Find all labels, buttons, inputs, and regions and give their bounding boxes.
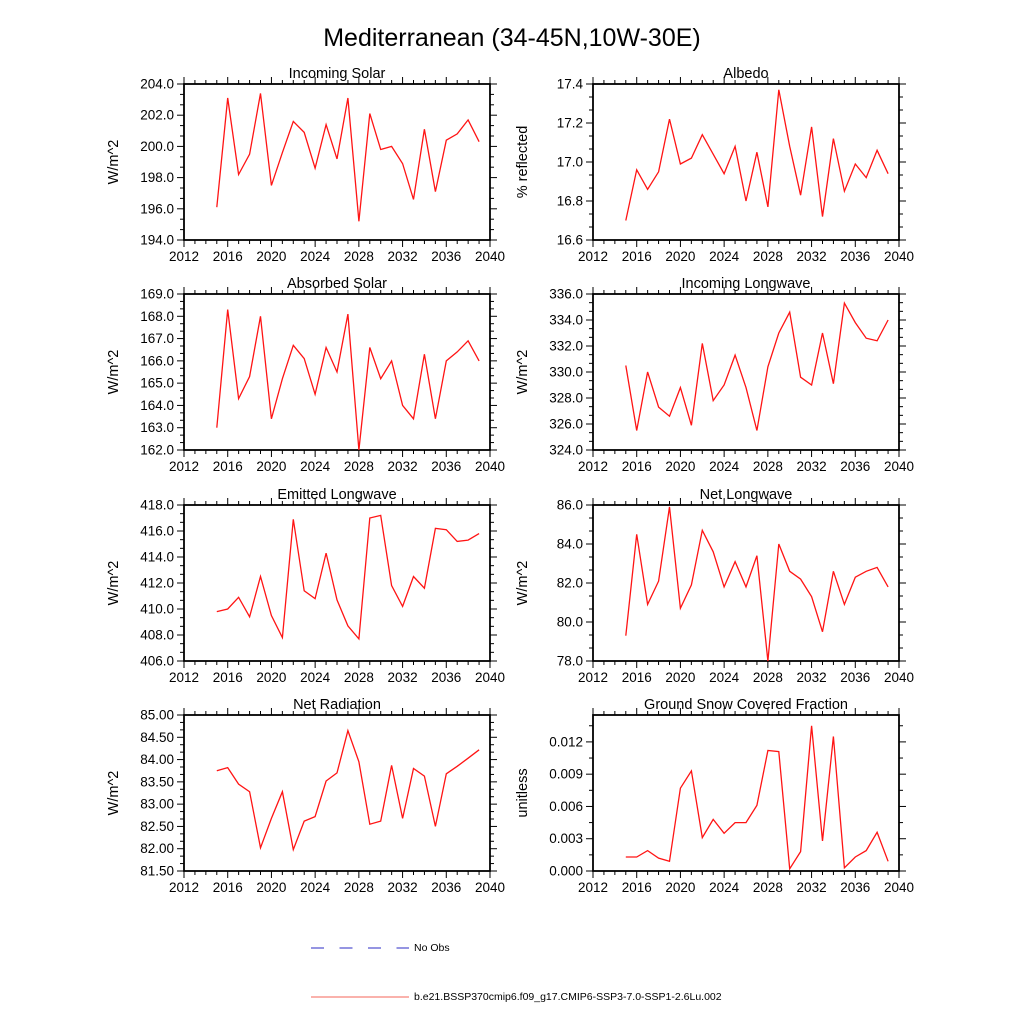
y-tick-label: 408.0 <box>140 627 174 643</box>
x-tick-label: 2036 <box>840 670 871 685</box>
panel-title: Incoming Longwave <box>681 276 811 292</box>
legend-item-model <box>310 990 722 1004</box>
y-tick-label: 163.0 <box>140 420 174 436</box>
x-tick-label: 2012 <box>168 670 200 685</box>
panel-title: Albedo <box>723 66 769 82</box>
y-axis-label: W/m^2 <box>515 560 531 606</box>
y-tick-label: 328.0 <box>549 390 583 406</box>
x-tick-label: 2028 <box>752 459 783 474</box>
y-tick-label: 167.0 <box>140 331 174 347</box>
y-tick-label: 86.0 <box>556 497 583 513</box>
x-tick-label: 2024 <box>300 249 331 264</box>
y-tick-label: 84.0 <box>556 536 583 552</box>
x-tick-label: 2012 <box>577 459 609 474</box>
x-tick-label: 2032 <box>796 459 827 474</box>
x-tick-label: 2020 <box>665 670 696 685</box>
x-tick-label: 2040 <box>474 459 506 474</box>
panel-title: Ground Snow Covered Fraction <box>644 697 848 713</box>
y-tick-label: 164.0 <box>140 397 174 413</box>
x-tick-label: 2032 <box>387 880 418 895</box>
x-tick-label: 2016 <box>621 880 652 895</box>
chart-absorbed-solar <box>106 276 505 474</box>
y-tick-label: 202.0 <box>140 107 174 123</box>
y-tick-label: 414.0 <box>140 549 174 565</box>
x-tick-label: 2040 <box>883 249 915 264</box>
y-tick-label: 169.0 <box>140 286 174 302</box>
series-line <box>217 310 479 450</box>
x-tick-label: 2024 <box>709 880 740 895</box>
series-line <box>626 90 888 221</box>
x-tick-label: 2020 <box>256 249 287 264</box>
x-tick-label: 2028 <box>752 670 783 685</box>
x-tick-label: 2012 <box>168 459 200 474</box>
legend-label-model: b.e21.BSSP370cmip6.f09_g17.CMIP6-SSP3-7.0-SSP1-2.6Lu.002 <box>414 991 722 1003</box>
model-line-icon <box>310 994 410 1000</box>
x-tick-label: 2032 <box>796 670 827 685</box>
y-tick-label: 0.000 <box>549 863 583 879</box>
x-tick-label: 2012 <box>577 249 609 264</box>
y-tick-label: 336.0 <box>549 286 583 302</box>
y-tick-label: 410.0 <box>140 601 174 617</box>
y-tick-label: 162.0 <box>140 442 174 458</box>
panel-title: Net Radiation <box>293 697 381 713</box>
plot-frame <box>184 715 490 871</box>
panel-title: Net Longwave <box>699 487 793 503</box>
y-tick-label: 83.00 <box>140 796 174 812</box>
x-tick-label: 2040 <box>474 249 506 264</box>
x-tick-label: 2016 <box>621 459 652 474</box>
y-tick-label: 204.0 <box>140 76 174 92</box>
x-tick-label: 2012 <box>577 670 609 685</box>
x-tick-label: 2040 <box>474 880 506 895</box>
y-tick-label: 168.0 <box>140 308 174 324</box>
x-tick-label: 2020 <box>665 249 696 264</box>
x-tick-label: 2036 <box>431 249 462 264</box>
x-tick-label: 2020 <box>665 459 696 474</box>
plot-frame <box>184 505 490 661</box>
y-axis-label: unitless <box>515 768 531 818</box>
y-tick-label: 412.0 <box>140 575 174 591</box>
x-tick-label: 2024 <box>709 249 740 264</box>
y-tick-label: 83.50 <box>140 774 174 790</box>
panel-title: Incoming Solar <box>288 66 386 82</box>
x-tick-label: 2024 <box>300 670 331 685</box>
y-axis-label: W/m^2 <box>106 770 122 816</box>
series-line <box>626 507 888 661</box>
x-tick-label: 2016 <box>621 670 652 685</box>
x-tick-label: 2028 <box>752 880 783 895</box>
y-axis-label: W/m^2 <box>106 139 122 185</box>
y-tick-label: 165.0 <box>140 375 174 391</box>
y-tick-label: 418.0 <box>140 497 174 513</box>
y-tick-label: 82.0 <box>556 575 583 591</box>
x-tick-label: 2036 <box>840 459 871 474</box>
chart-net-longwave <box>515 487 914 685</box>
y-tick-label: 416.0 <box>140 523 174 539</box>
x-tick-label: 2036 <box>431 880 462 895</box>
y-tick-label: 17.4 <box>556 76 583 92</box>
y-tick-label: 17.0 <box>556 154 583 170</box>
plot-frame <box>184 84 490 240</box>
y-tick-label: 82.50 <box>140 818 174 834</box>
x-tick-label: 2028 <box>343 670 374 685</box>
series-line <box>217 93 479 221</box>
y-tick-label: 334.0 <box>549 312 583 328</box>
chart-emitted-longwave <box>106 487 505 685</box>
x-tick-label: 2040 <box>474 670 506 685</box>
chart-albedo <box>515 66 914 264</box>
plot-frame <box>593 715 899 871</box>
x-tick-label: 2024 <box>709 670 740 685</box>
x-tick-label: 2040 <box>883 459 915 474</box>
x-tick-label: 2020 <box>256 459 287 474</box>
x-tick-label: 2036 <box>431 459 462 474</box>
y-tick-label: 0.003 <box>549 831 583 847</box>
y-tick-label: 166.0 <box>140 353 174 369</box>
y-tick-label: 200.0 <box>140 138 174 154</box>
x-tick-label: 2024 <box>300 459 331 474</box>
x-tick-label: 2020 <box>665 880 696 895</box>
y-tick-label: 78.0 <box>556 653 583 669</box>
y-axis-label: W/m^2 <box>515 349 531 395</box>
series-line <box>217 515 479 639</box>
y-tick-label: 332.0 <box>549 338 583 354</box>
series-line <box>626 303 888 430</box>
y-tick-label: 80.0 <box>556 614 583 630</box>
x-tick-label: 2016 <box>212 880 243 895</box>
x-tick-label: 2040 <box>883 670 915 685</box>
y-tick-label: 16.6 <box>556 232 583 248</box>
y-tick-label: 0.012 <box>549 734 583 750</box>
y-axis-label: % reflected <box>515 125 531 199</box>
y-tick-label: 16.8 <box>556 193 583 209</box>
x-tick-label: 2016 <box>212 249 243 264</box>
x-tick-label: 2028 <box>343 459 374 474</box>
chart-ground-snow-covered-fraction <box>515 697 914 895</box>
legend-item-no-obs <box>310 941 722 955</box>
series-line <box>217 731 479 850</box>
y-tick-label: 84.50 <box>140 729 174 745</box>
x-tick-label: 2016 <box>621 249 652 264</box>
x-tick-label: 2036 <box>840 249 871 264</box>
x-tick-label: 2024 <box>300 880 331 895</box>
x-tick-label: 2032 <box>796 880 827 895</box>
x-tick-label: 2032 <box>387 670 418 685</box>
y-tick-label: 82.00 <box>140 841 174 857</box>
x-tick-label: 2036 <box>840 880 871 895</box>
no-obs-line-icon <box>310 945 410 951</box>
y-tick-label: 324.0 <box>549 442 583 458</box>
y-tick-label: 0.009 <box>549 766 583 782</box>
x-tick-label: 2016 <box>212 670 243 685</box>
y-tick-label: 85.00 <box>140 707 174 723</box>
plot-frame <box>593 84 899 240</box>
x-tick-label: 2028 <box>343 880 374 895</box>
y-tick-label: 198.0 <box>140 170 174 186</box>
y-tick-label: 196.0 <box>140 201 174 217</box>
panel-title: Absorbed Solar <box>287 276 387 292</box>
chart-net-radiation <box>106 697 505 895</box>
y-tick-label: 0.006 <box>549 798 583 814</box>
legend-label-no-obs: No Obs <box>414 942 450 954</box>
panel-title: Emitted Longwave <box>277 487 397 503</box>
x-tick-label: 2024 <box>709 459 740 474</box>
y-tick-label: 194.0 <box>140 232 174 248</box>
series-line <box>626 726 888 869</box>
y-tick-label: 81.50 <box>140 863 174 879</box>
x-tick-label: 2036 <box>431 670 462 685</box>
x-tick-label: 2028 <box>752 249 783 264</box>
x-tick-label: 2040 <box>883 880 915 895</box>
y-tick-label: 326.0 <box>549 416 583 432</box>
chart-incoming-longwave <box>515 276 914 474</box>
x-tick-label: 2012 <box>577 880 609 895</box>
x-tick-label: 2020 <box>256 670 287 685</box>
chart-incoming-solar <box>106 66 505 264</box>
x-tick-label: 2020 <box>256 880 287 895</box>
y-tick-label: 84.00 <box>140 752 174 768</box>
legend <box>310 941 722 1024</box>
x-tick-label: 2012 <box>168 249 200 264</box>
y-axis-label: W/m^2 <box>106 349 122 395</box>
x-tick-label: 2032 <box>387 459 418 474</box>
y-axis-label: W/m^2 <box>106 560 122 606</box>
x-tick-label: 2012 <box>168 880 200 895</box>
y-tick-label: 330.0 <box>549 364 583 380</box>
x-tick-label: 2028 <box>343 249 374 264</box>
page-title: Mediterranean (34-45N,10W-30E) <box>323 24 701 52</box>
x-tick-label: 2032 <box>796 249 827 264</box>
y-tick-label: 406.0 <box>140 653 174 669</box>
x-tick-label: 2016 <box>212 459 243 474</box>
x-tick-label: 2032 <box>387 249 418 264</box>
y-tick-label: 17.2 <box>556 115 583 131</box>
